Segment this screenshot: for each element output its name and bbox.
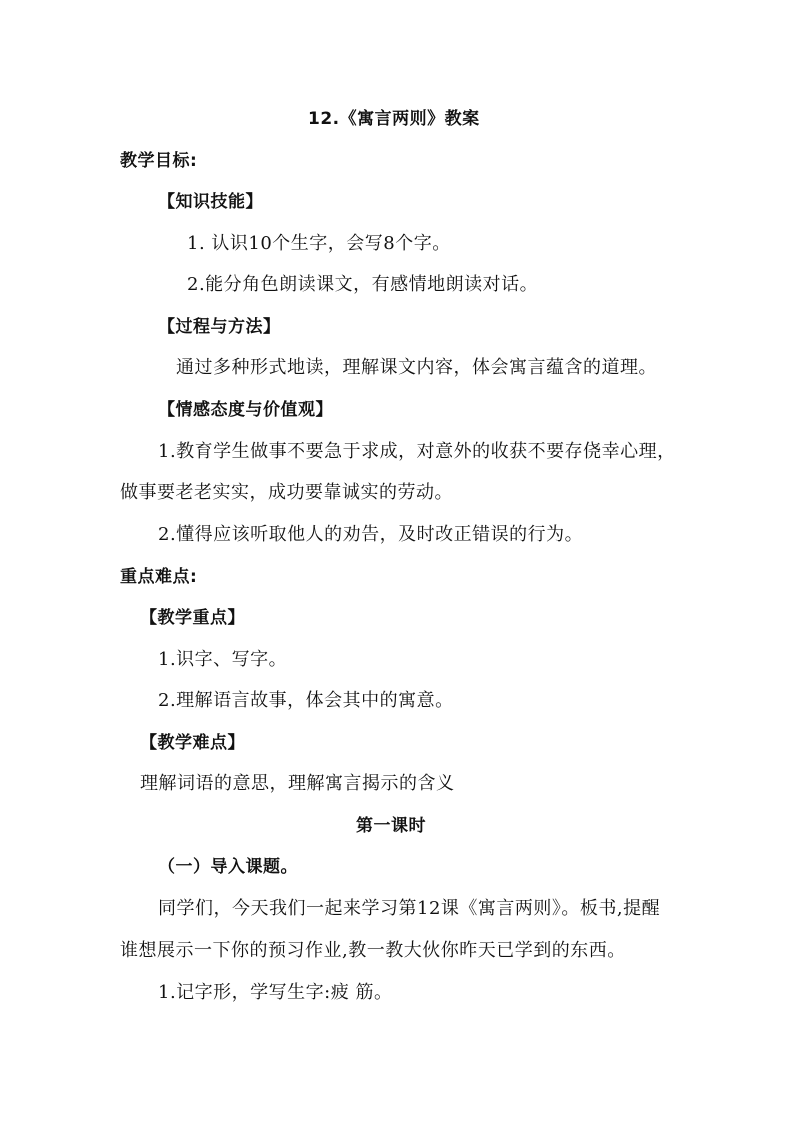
document-title: 12.《寓言两则》教案 [308, 109, 480, 129]
objectives-heading: 教学目标: [120, 151, 198, 171]
emotion-item-1-line-2: 做事要老老实实，成功要靠诚实的劳动。 [120, 482, 453, 503]
lesson1-heading: 第一课时 [356, 816, 426, 836]
emotion-item-2: 2.懂得应该听取他人的劝告，及时改正错误的行为。 [158, 524, 584, 545]
focus-item-2: 2.理解语言故事，体会其中的寓意。 [158, 690, 454, 711]
focus-item-1: 1.识字、写字。 [158, 649, 288, 670]
emotion-item-1-line-1: 1.教育学生做事不要急于求成，对意外的收获不要存侥幸心理， [158, 441, 676, 462]
knowledge-item-1: 1. 认识10个生字，会写8个字。 [187, 233, 451, 254]
key-points-heading: 重点难点: [120, 567, 198, 587]
emotion-heading: 【情感态度与价值观】 [158, 400, 333, 420]
knowledge-heading: 【知识技能】 [158, 192, 263, 212]
section1-paragraph-line-1: 同学们，今天我们一起来学习第12课《寓言两则》。板书,提醒 [158, 898, 661, 919]
difficulty-heading: 【教学难点】 [140, 733, 245, 753]
process-text: 通过多种形式地读，理解课文内容，体会寓言蕴含的道理。 [176, 357, 657, 378]
section1-item-1: 1.记字形，学写生字:疲 筋。 [158, 982, 393, 1003]
difficulty-text: 理解词语的意思，理解寓言揭示的含义 [140, 773, 455, 794]
knowledge-item-2: 2.能分角色朗读课文，有感情地朗读对话。 [187, 274, 539, 295]
section1-paragraph-line-2: 谁想展示一下你的预习作业,教一教大伙你昨天已学到的东西。 [120, 940, 626, 961]
focus-heading: 【教学重点】 [140, 608, 245, 628]
process-heading: 【过程与方法】 [158, 317, 281, 337]
section1-heading: （一）导入课题。 [158, 857, 298, 877]
